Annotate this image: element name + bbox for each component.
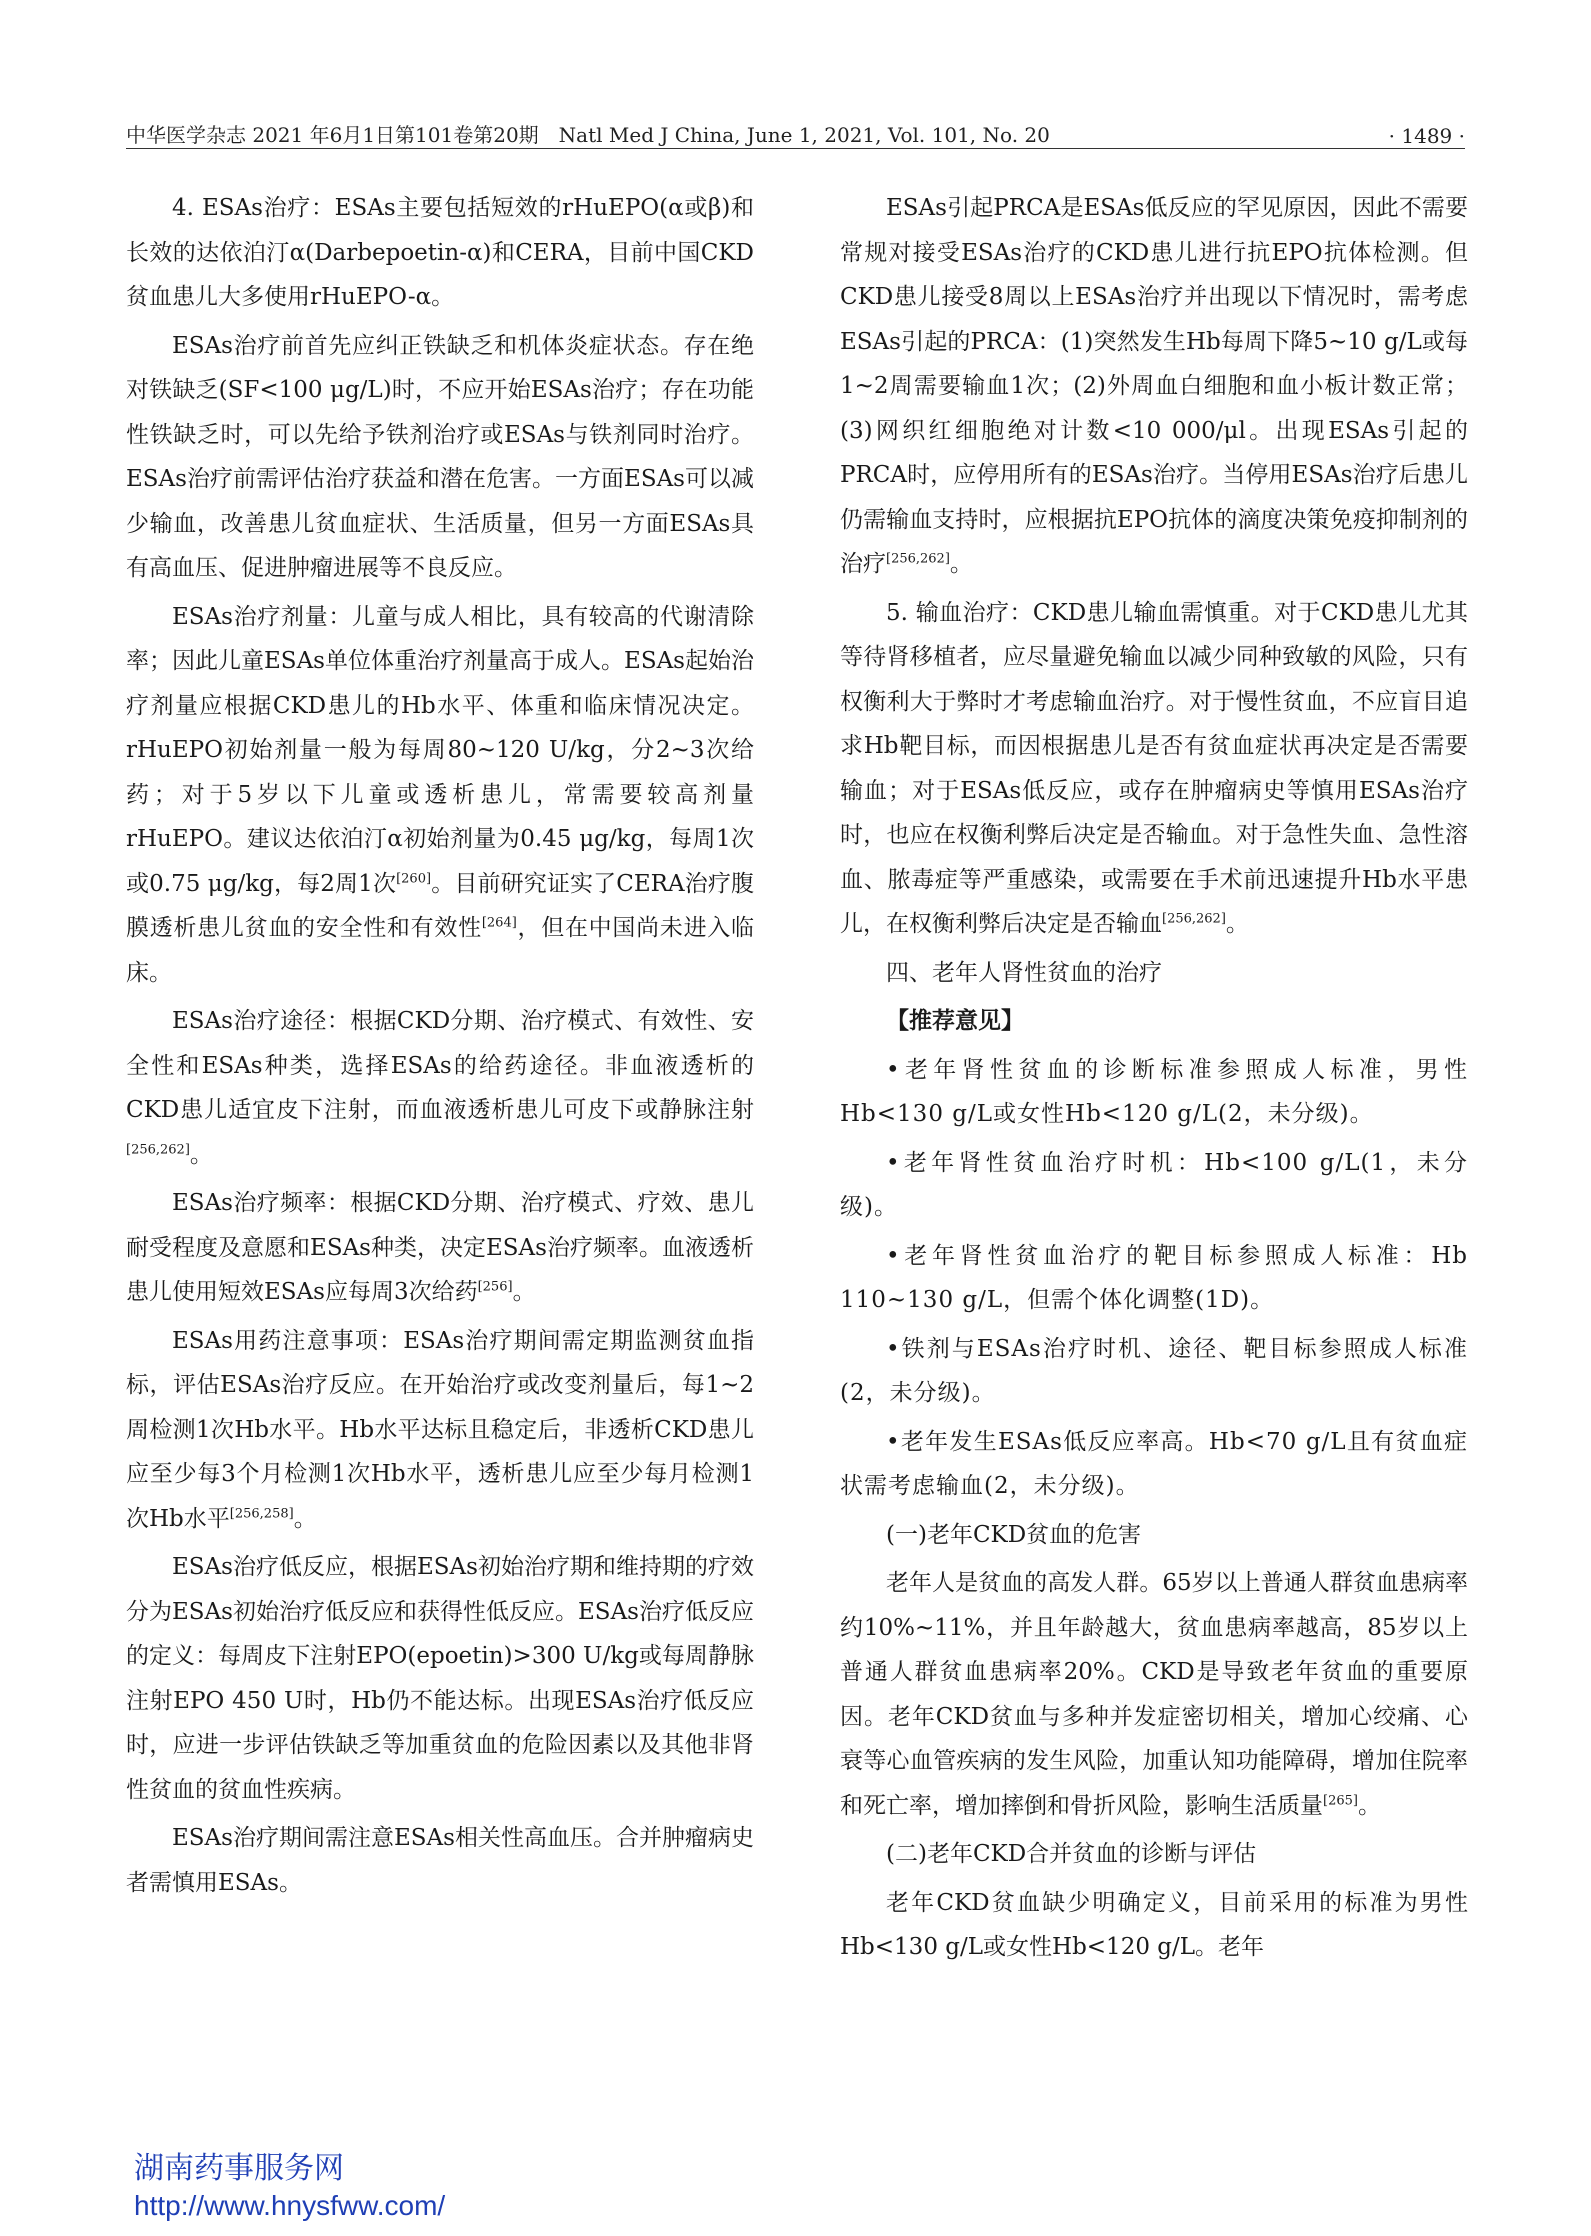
- paragraph-text: •铁剂与ESAs治疗时机、途径、靶目标参照成人标准(2，未分级)。: [840, 1335, 1468, 1406]
- paragraph-text: ESAs治疗途径：根据CKD分期、治疗模式、有效性、安全性和ESAs种类，选择ESAs的给药途径。非血液透析的CKD患儿适宜皮下注射，而血液透析患儿可皮下或静脉注射: [126, 1008, 754, 1123]
- paragraph-text: 老年人是贫血的高发人群。65岁以上普通人群贫血患病率约10%~11%，并且年龄越大，贫血患病率越高，85岁以上普通人群贫血患病率20%。CKD是导致老年贫血的重要原因。老年CKD贫血与多种并发症密切相关，增加心绞痛、心衰等心血管疾病的发生风险，加重认知功能障碍，增加住院率和死亡率，增加摔倒和骨折风险，影响生活质量: [840, 1570, 1468, 1819]
- paragraph-text: ESAs治疗剂量：儿童与成人相比，具有较高的代谢清除率；因此儿童ESAs单位体重治疗剂量高于成人。ESAs起始治疗剂量应根据CKD患儿的Hb水平、体重和临床情况决定。rHuEPO初始剂量一般为每周80~120 U/kg，分2~3次给药；对于5岁以下儿童或透析患儿，常需要较高剂量rHuEPO。建议达依泊汀α初始剂量为0.45 μg/kg，每周1次或0.75 μg/kg，每2周1次: [126, 603, 754, 897]
- paragraph: [840, 1141, 1468, 1230]
- page-number: · 1489 ·: [1388, 124, 1465, 148]
- paragraph: [126, 1545, 754, 1812]
- right-column: [840, 186, 1468, 1974]
- paragraph-text: 。: [512, 1279, 536, 1305]
- paragraph-text: ESAs用药注意事项：ESAs治疗期间需定期监测贫血指标，评估ESAs治疗反应。在开始治疗或改变剂量后，每1~2周检测1次Hb水平。Hb水平达标且稳定后，非透析CKD患儿应至少每3个月检测1次Hb水平，透析患儿应至少每月检测1次Hb水平: [126, 1327, 754, 1532]
- paragraph-text: 。: [189, 1141, 213, 1168]
- paragraph: [840, 1327, 1468, 1416]
- paragraph-text: 四、老年人肾性贫血的治疗: [886, 959, 1162, 986]
- paragraph-text: ESAs引起PRCA是ESAs低反应的罕见原因，因此不需要常规对接受ESAs治疗的CKD患儿进行抗EPO抗体检测。但CKD患儿接受8周以上ESAs治疗并出现以下情况时，需考虑ESAs引起的PRCA：(1)突然发生Hb每周下降5~10 g/L或每1~2周需要输血1次；(2)外周血白细胞和血小板计数正常；(3)网织红细胞绝对计数<10 000/μl。出现ESAs引起的PRCA时，应停用所有的ESAs治疗。当停用ESAs治疗后患儿仍需输血支持时，应根据抗EPO抗体的滴度决策免疫抑制剂的治疗: [840, 195, 1468, 577]
- citation-ref: [256]: [477, 1279, 513, 1295]
- citation-ref: [256,262]: [886, 551, 950, 567]
- paragraph-text: 。: [1357, 1792, 1381, 1819]
- citation-ref: [256,262]: [126, 1141, 190, 1157]
- citation-ref: [264]: [481, 915, 517, 931]
- paragraph: [126, 595, 754, 996]
- paragraph: [840, 951, 1468, 996]
- paragraph: [126, 1816, 754, 1905]
- left-column: [126, 186, 754, 1909]
- journal-citation: 中华医学杂志 2021 年6月1日第101卷第20期 Natl Med J China, June 1, 2021, Vol. 101, No. 20: [126, 123, 1050, 147]
- paragraph: [126, 999, 754, 1177]
- paragraph: [840, 186, 1468, 587]
- paragraph-text: 。: [1225, 911, 1249, 937]
- paragraph-text: (二)老年CKD合并贫血的诊断与评估: [886, 1841, 1257, 1867]
- paragraph-text: ESAs治疗频率：根据CKD分期、治疗模式、疗效、患儿耐受程度及意愿和ESAs种类，决定ESAs治疗频率。血液透析患儿使用短效ESAs应每周3次给药: [126, 1190, 754, 1305]
- paragraph-text: (一)老年CKD贫血的危害: [886, 1521, 1142, 1548]
- paragraph: [840, 999, 1468, 1044]
- paragraph: [840, 1420, 1468, 1509]
- paragraph: [840, 591, 1468, 947]
- paragraph-text: •老年发生ESAs低反应率高。Hb<70 g/L且有贫血症状需考虑输血(2，未分级)。: [840, 1428, 1468, 1499]
- paragraph-text: ，但在中国尚未进入临床。: [126, 915, 755, 986]
- paragraph: [840, 1832, 1468, 1877]
- paragraph-text: ESAs治疗前首先应纠正铁缺乏和机体炎症状态。存在绝对铁缺乏(SF<100 μg/L)时，不应开始ESAs治疗；存在功能性铁缺乏时，可以先给予铁剂治疗或ESAs与铁剂同时治疗。ESAs治疗前需评估治疗获益和潜在危害。一方面ESAs可以减少输血，改善患儿贫血症状、生活质量，但另一方面ESAs具有高血压、促进肿瘤进展等不良反应。: [126, 332, 754, 581]
- site-url-link[interactable]: http://www.hnysfww.com/: [134, 2190, 446, 2221]
- paragraph-text: 【推荐意见】: [886, 1007, 1024, 1034]
- citation-ref: [265]: [1323, 1792, 1358, 1808]
- header-rule: [126, 148, 1465, 149]
- paragraph-text: •老年肾性贫血治疗时机：Hb<100 g/L(1，未分级)。: [840, 1149, 1468, 1220]
- paragraph-text: 4. ESAs治疗：ESAs主要包括短效的rHuEPO(α或β)和长效的达依泊汀α(Darbepoetin-α)和CERA，目前中国CKD贫血患儿大多使用rHuEPO-α。: [126, 195, 754, 310]
- running-header: [126, 112, 1465, 148]
- paragraph: [840, 1881, 1468, 1970]
- paragraph-text: •老年肾性贫血的诊断标准参照成人标准，男性Hb<130 g/L或女性Hb<120 g/L(2，未分级)。: [840, 1056, 1468, 1127]
- paragraph: [840, 1048, 1468, 1137]
- paragraph-text: 老年CKD贫血缺少明确定义，目前采用的标准为男性Hb<130 g/L或女性Hb<120 g/L。老年: [840, 1889, 1468, 1960]
- paragraph: [126, 1181, 754, 1315]
- paragraph: [840, 1513, 1468, 1558]
- paragraph: [126, 186, 754, 320]
- paragraph-text: •老年肾性贫血治疗的靶目标参照成人标准：Hb 110~130 g/L，但需个体化调整(1D)。: [840, 1242, 1468, 1313]
- paragraph: [126, 1319, 754, 1542]
- paragraph-text: 5. 输血治疗：CKD患儿输血需慎重。对于CKD患儿尤其等待肾移植者，应尽量避免输血以减少同种致敏的风险，只有权衡利大于弊时才考虑输血治疗。对于慢性贫血，不应盲目追求Hb靶目标，而因根据患儿是否有贫血症状再决定是否需要输血；对于ESAs低反应，或存在肿瘤病史等慎用ESAs治疗时，也应在权衡利弊后决定是否输血。对于急性失血、急性溶血、脓毒症等严重感染，或需要在手术前迅速提升Hb水平患儿，在权衡利弊后决定是否输血: [840, 599, 1468, 937]
- watermark-footer[interactable]: [134, 2150, 445, 2224]
- paragraph-text: 。目前研究证实了CERA治疗腹膜透析患儿贫血的安全性和有效性: [126, 870, 754, 941]
- paragraph-text: ESAs治疗低反应，根据ESAs初始治疗期和维持期的疗效分为ESAs初始治疗低反应和获得性低反应。ESAs治疗低反应的定义：每周皮下注射EPO(epoetin)>300 U/kg或每周静脉注射EPO 450 U时，Hb仍不能达标。出现ESAs治疗低反应时，应进一步评估铁缺乏等加重贫血的危险因素以及其他非肾性贫血的贫血性疾病。: [126, 1554, 754, 1803]
- paragraph-text: ESAs治疗期间需注意ESAs相关性高血压。合并肿瘤病史者需慎用ESAs。: [126, 1825, 754, 1896]
- paragraph-text: 。: [949, 551, 973, 577]
- site-name: 湖南药事服务网: [134, 2152, 344, 2185]
- citation-ref: [256,262]: [1162, 911, 1226, 927]
- citation-ref: [256,258]: [229, 1505, 294, 1521]
- paragraph: [840, 1234, 1468, 1323]
- paragraph: [126, 324, 754, 591]
- paragraph-text: 。: [293, 1505, 317, 1532]
- paragraph: [840, 1561, 1468, 1828]
- citation-ref: [260]: [396, 870, 432, 886]
